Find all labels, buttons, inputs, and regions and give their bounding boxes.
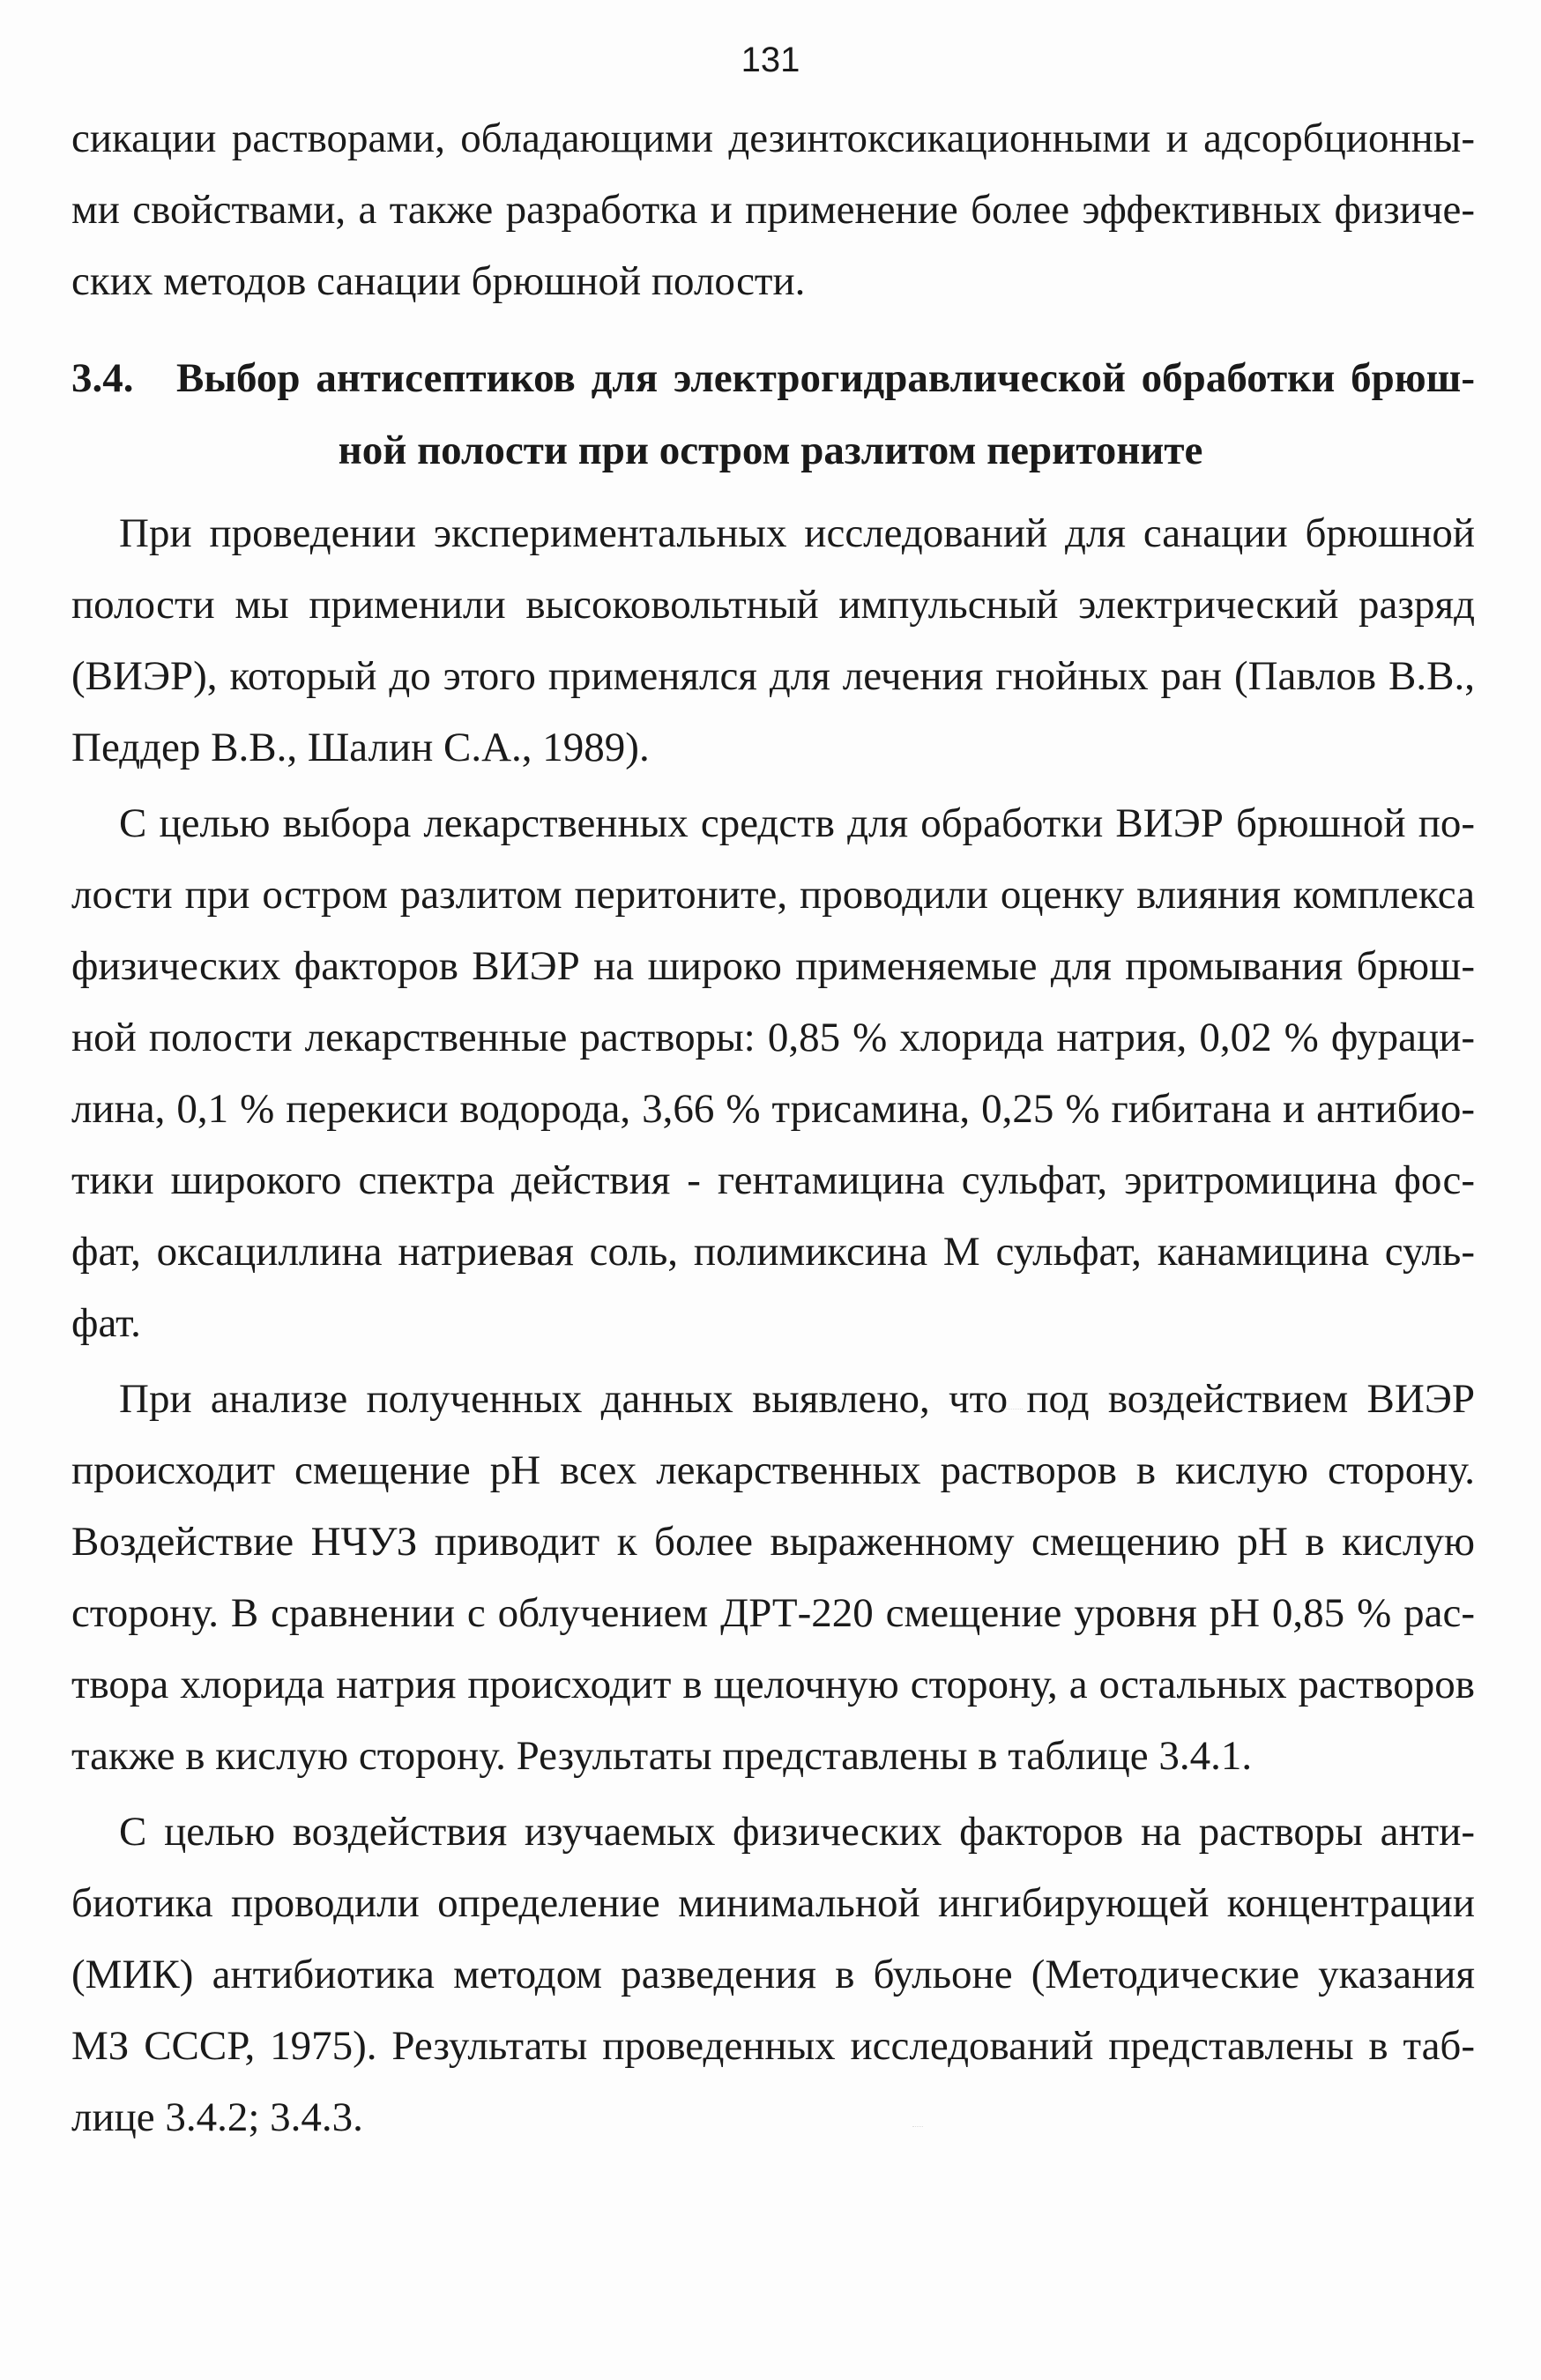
text-line: также в кислую сторону. Результаты представлены в таблице 3.4.1. xyxy=(71,1733,1253,1779)
text-line: ной полости лекарственные растворы: 0,85 % хлорида натрия, 0,02 % фураци- xyxy=(71,1015,1475,1060)
text-line: ских методов санации брюшной полости. xyxy=(71,258,806,304)
text-line: сикации растворами, обладающими дезинтоксикационными и адсорбционны- xyxy=(71,115,1475,161)
text-line: сторону. В сравнении с облучением ДРТ-220 смещение уровня рН 0,85 % рас- xyxy=(71,1590,1475,1636)
text-line: МЗ СССР, 1975). Результаты проведенных исследований представлены в таб- xyxy=(71,2023,1475,2069)
text-line: фат, оксациллина натриевая соль, полимиксина М сульфат, канамицина суль- xyxy=(71,1229,1475,1275)
text-line: С целью воздействия изучаемых физических факторов на растворы анти- xyxy=(119,1809,1475,1855)
section-title-line: ной полости при остром разлитом перитоните xyxy=(338,428,1203,473)
text-line: происходит смещение рН всех лекарственных растворов в кислую сторону. xyxy=(71,1447,1475,1493)
text-line: Воздействие НЧУЗ приводит к более выраженному смещению рН в кислую xyxy=(71,1519,1475,1565)
text-line: тики широкого спектра действия - гентамицина сульфат, эритромицина фос- xyxy=(71,1157,1475,1203)
section-title-line: Выбор антисептиков для электрогидравлической обработки брюш- xyxy=(176,355,1475,401)
text-line: лице 3.4.2; 3.4.3. xyxy=(71,2094,363,2140)
text-line: фат. xyxy=(71,1300,141,1346)
text-line: При проведении экспериментальных исследований для санации брюшной xyxy=(119,510,1475,556)
text-line: (МИК) антибиотика методом разведения в бульоне (Методические указания xyxy=(71,1952,1475,1997)
scan-artifact xyxy=(996,1409,1023,1418)
scan-artifact xyxy=(912,2126,923,2136)
section-number: 3.4. xyxy=(71,355,134,401)
text-line: лости при остром разлитом перитоните, проводили оценку влияния комплекса xyxy=(71,872,1475,918)
text-line: С целью выбора лекарственных средств для обработки ВИЭР брюшной по- xyxy=(119,800,1475,846)
text-line: твора хлорида натрия происходит в щелочную сторону, а остальных растворов xyxy=(71,1662,1475,1707)
page-number: 131 xyxy=(741,41,800,79)
text-line: лина, 0,1 % перекиси водорода, 3,66 % трисамина, 0,25 % гибитана и антибио- xyxy=(71,1086,1475,1132)
text-line: (ВИЭР), который до этого применялся для лечения гнойных ран (Павлов В.В., xyxy=(71,653,1475,699)
text-line: Педдер В.В., Шалин С.А., 1989). xyxy=(71,725,650,770)
text-line: физических факторов ВИЭР на широко применяемые для промывания брюш- xyxy=(71,943,1475,989)
text-line: полости мы применили высоковольтный импульсный электрический разряд xyxy=(71,582,1475,628)
text-line: ми свойствами, а также разработка и применение более эффективных физиче- xyxy=(71,187,1475,233)
text-line: биотика проводили определение минимальной ингибирующей концентрации xyxy=(71,1880,1475,1926)
text-line: При анализе полученных данных выявлено, что под воздействием ВИЭР xyxy=(119,1376,1475,1422)
